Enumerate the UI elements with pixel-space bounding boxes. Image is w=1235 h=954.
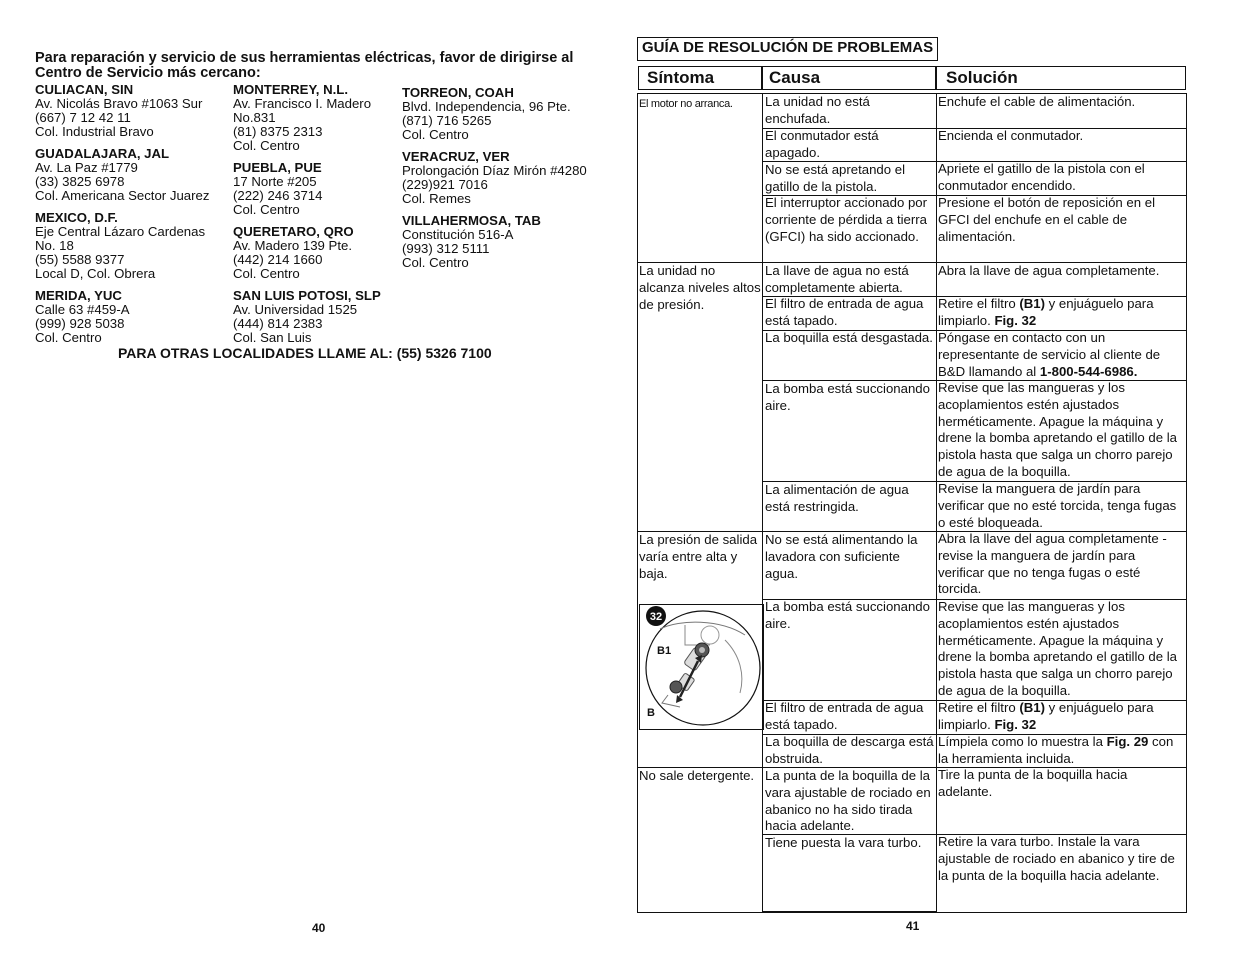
service-center-entry xyxy=(35,289,230,345)
address-line: Col. Centro xyxy=(402,127,469,142)
solution-cell: Abra la llave del agua completamente - revise la manguera de jardín para verificar que no tenga fugas o esté torcida. xyxy=(938,531,1167,597)
cause-cell: La bomba está succionando aire. xyxy=(765,599,930,631)
solution-text: Límpiela como lo muestra la xyxy=(938,734,1107,749)
service-center-entry xyxy=(233,161,401,217)
service-center-entry xyxy=(402,150,612,206)
solution-text: con la herramienta incluida. xyxy=(938,734,1174,766)
phone-line: (999) 928 5038 xyxy=(35,316,125,331)
phone-line: (667) 7 12 42 11 xyxy=(35,110,131,125)
address-line: Col. Industrial Bravo xyxy=(35,124,154,139)
cause-cell: La boquilla de descarga está obstruida. xyxy=(765,734,934,766)
label-b1: B1 xyxy=(657,645,672,657)
city-name: VERACRUZ, VER xyxy=(402,149,510,164)
symptom-cell: El motor no arranca. xyxy=(639,98,733,110)
solution-text: y enjuáguelo para limpiarlo. xyxy=(938,296,1154,328)
symptom-cell: La unidad no alcanza niveles altos de presión. xyxy=(639,263,761,312)
solution-cell xyxy=(938,296,1184,330)
address-line: Col. Centro xyxy=(402,255,469,270)
city-name: MEXICO, D.F. xyxy=(35,210,118,225)
part-reference: (B1) xyxy=(1019,700,1046,715)
service-column-2 xyxy=(233,83,401,353)
phone-line: (229)921 7016 xyxy=(402,177,488,192)
phone-line: (444) 814 2383 xyxy=(233,316,323,331)
address-line: Local D, Col. Obrera xyxy=(35,266,156,281)
symptom-cell: La presión de salida varía entre alta y baja. xyxy=(639,532,758,581)
city-name: GUADALAJARA, JAL xyxy=(35,146,170,161)
solution-cell: Apriete el gatillo de la pistola con el conmutador encendido. xyxy=(938,161,1145,193)
address-line: Av. Madero 139 Pte. xyxy=(233,238,353,253)
address-line: Col. Americana Sector Juarez xyxy=(35,188,210,203)
solution-cell xyxy=(938,734,1184,768)
table-header xyxy=(638,66,1186,90)
troubleshooting-title: GUÍA DE RESOLUCIÓN DE PROBLEMAS xyxy=(637,37,938,61)
city-name: TORREON, COAH xyxy=(402,85,514,100)
page-number-left: 40 xyxy=(312,921,326,935)
solution-cell: Encienda el conmutador. xyxy=(938,128,1084,143)
header-solution: Solución xyxy=(946,68,1018,87)
solution-cell: Enchufe el cable de alimentación. xyxy=(938,94,1136,109)
service-center-entry xyxy=(35,147,230,203)
label-b: B xyxy=(647,707,655,719)
part-reference: (B1) xyxy=(1019,296,1046,311)
service-center-entry xyxy=(35,211,230,281)
figure-reference: Fig. 32 xyxy=(994,716,1037,732)
address-line: Col. Centro xyxy=(233,266,300,281)
address-line: Av. Nicolás Bravo #1063 Sur xyxy=(35,96,203,111)
solution-cell: Revise la manguera de jardín para verificar que no esté torcida, tenga fugas o esté bloqueada. xyxy=(938,481,1177,530)
filter-illustration xyxy=(640,605,763,729)
header-divider xyxy=(935,67,937,89)
cause-cell: No se está alimentando la lavadora con suficiente agua. xyxy=(765,532,918,581)
address-line: Col. San Luis xyxy=(233,330,312,345)
service-heading: Para reparación y servicio de sus herramientas eléctricas, favor de dirigirse al Centro de Servicio más cercano: xyxy=(35,50,574,81)
solution-text: Retire el filtro xyxy=(938,700,1020,715)
address-line: Av. La Paz #1779 xyxy=(35,160,138,175)
other-locations-phone: PARA OTRAS LOCALIDADES LLAME AL: (55) 5326 7100 xyxy=(118,345,492,361)
figure-number: 32 xyxy=(649,611,663,623)
address-line: Calle 63 #459-A xyxy=(35,302,130,317)
page-number-right: 41 xyxy=(906,919,920,933)
phone-line: (871) 716 5265 xyxy=(402,113,492,128)
city-name: PUEBLA, PUE xyxy=(233,160,322,175)
filter-figure xyxy=(639,604,764,730)
address-line: Av. Francisco I. Madero xyxy=(233,96,372,111)
solution-text: Póngase en contacto con un representante de servicio al cliente de B&D llamando al xyxy=(938,330,1161,379)
service-center-entry xyxy=(233,225,401,281)
phone-line: (55) 5588 9377 xyxy=(35,252,125,267)
cause-cell: El filtro de entrada de agua está tapado. xyxy=(765,296,924,328)
service-center-entry xyxy=(35,83,230,139)
figure-reference: Fig. 32 xyxy=(994,312,1037,328)
city-name: MERIDA, YUC xyxy=(35,288,122,303)
city-name: CULIACAN, SIN xyxy=(35,82,134,97)
figure-reference: Fig. 29 xyxy=(1106,734,1149,749)
solution-cell: Revise que las mangueras y los acoplamientos estén ajustados herméticamente. Apague la máquina y drene la bomba apretando el gatillo de la pistola hasta que salga un chorro parejo de agua de la boquilla. xyxy=(938,599,1178,698)
city-name: MONTERREY, N.L. xyxy=(233,82,349,97)
address-line: Col. Centro xyxy=(233,202,300,217)
cause-cell: La unidad no está enchufada. xyxy=(765,94,870,126)
cause-cell: El interruptor accionado por corriente de pérdida a tierra (GFCI) ha sido accionado. xyxy=(765,195,928,244)
solution-cell: Retire la vara turbo. Instale la vara ajustable de rociado en abanico y tire de la punta de la boquilla hacia adelante. xyxy=(938,834,1175,883)
phone-line: (993) 312 5111 xyxy=(402,241,490,256)
address-line: Eje Central Lázaro Cardenas xyxy=(35,224,206,239)
solution-cell xyxy=(938,330,1184,380)
cause-cell: El filtro de entrada de agua está tapado. xyxy=(765,700,924,732)
address-line: Blvd. Independencia, 96 Pte. xyxy=(402,99,571,114)
cause-cell: La alimentación de agua está restringida. xyxy=(765,482,909,514)
address-line: Constitución 516-A xyxy=(402,227,514,242)
solution-text: Retire el filtro xyxy=(938,296,1020,311)
header-divider xyxy=(761,67,763,89)
address-line: Prolongación Díaz Mirón #4280 xyxy=(402,163,587,178)
cause-cell: La boquilla está desgastada. xyxy=(765,330,933,345)
city-name: SAN LUIS POTOSI, SLP xyxy=(233,288,381,303)
cause-cell: La bomba está succionando aire. xyxy=(765,381,930,413)
column-divider xyxy=(936,94,937,912)
cause-cell: Tiene puesta la vara turbo. xyxy=(765,835,922,850)
customer-service-phone: 1-800-544-6986. xyxy=(1039,363,1138,379)
header-cause: Causa xyxy=(769,68,821,87)
phone-line: (81) 8375 2313 xyxy=(233,124,323,139)
service-center-entry xyxy=(402,214,612,270)
service-column-3 xyxy=(402,86,612,278)
solution-cell: Revise que las mangueras y los acoplamientos estén ajustados herméticamente. Apague la máquina y drene la bomba apretando el gatillo de la pistola hasta que salga un chorro parejo de agua de la boquilla. xyxy=(938,380,1178,479)
phone-line: (33) 3825 6978 xyxy=(35,174,125,189)
solution-cell xyxy=(938,700,1184,734)
troubleshooting-table xyxy=(637,93,1187,913)
solution-cell: Abra la llave de agua completamente. xyxy=(938,263,1160,278)
phone-line: (442) 214 1660 xyxy=(233,252,323,267)
cause-cell: No se está apretando el gatillo de la pistola. xyxy=(765,162,906,194)
address-line: Col. Centro xyxy=(233,138,300,153)
address-line: Col. Centro xyxy=(35,330,102,345)
cause-cell: La llave de agua no está completamente abierta. xyxy=(765,263,909,295)
address-line: No.831 xyxy=(233,110,276,125)
service-column-1 xyxy=(35,83,230,353)
address-line: Av. Universidad 1525 xyxy=(233,302,358,317)
city-name: VILLAHERMOSA, TAB xyxy=(402,213,541,228)
service-center-entry xyxy=(233,289,401,345)
symptom-cell: No sale detergente. xyxy=(639,768,755,783)
address-line: No. 18 xyxy=(35,238,74,253)
solution-cell: Tire la punta de la boquilla hacia adelante. xyxy=(938,767,1128,799)
header-symptom: Síntoma xyxy=(647,68,715,87)
address-line: 17 Norte #205 xyxy=(233,174,317,189)
solution-text: y enjuáguelo para limpiarlo. xyxy=(938,700,1154,732)
phone-line: (222) 246 3714 xyxy=(233,188,323,203)
service-center-entry xyxy=(233,83,401,153)
service-center-entry xyxy=(402,86,612,142)
column-divider xyxy=(762,94,763,912)
address-line: Col. Remes xyxy=(402,191,471,206)
cause-cell: La punta de la boquilla de la vara ajustable de rociado en abanico no ha sido tirada hacia adelante. xyxy=(765,768,931,834)
solution-cell: Presione el botón de reposición en el GFCI del enchufe en el cable de alimentación. xyxy=(938,195,1156,244)
cause-cell: El conmutador está apagado. xyxy=(765,128,879,160)
row-divider xyxy=(762,911,936,912)
city-name: QUERETARO, QRO xyxy=(233,224,354,239)
